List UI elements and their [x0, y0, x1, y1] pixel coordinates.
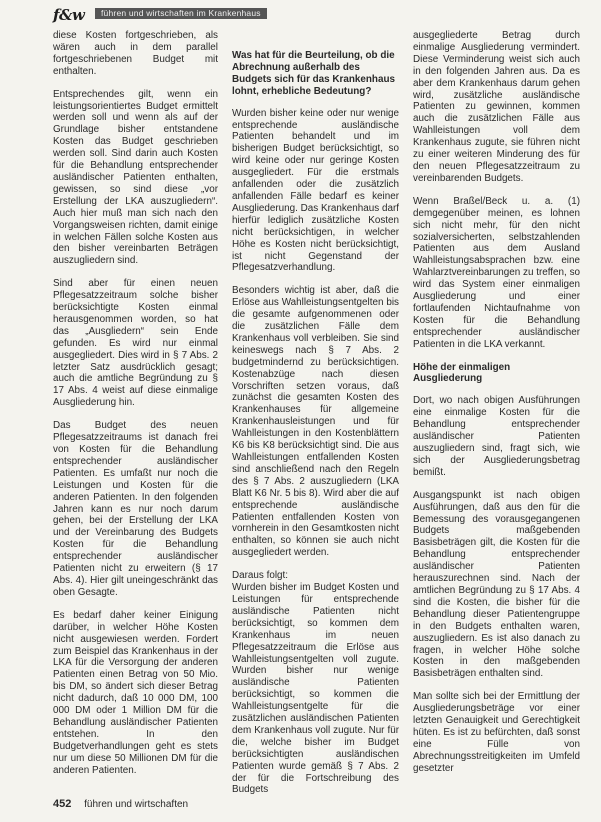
- paragraph: Besonders wichtig ist aber, daß die Erlöse aus Wahlleistungsentgelten bis die gesamte aufgenommenen oder die zusätzlichen Fälle dem Krankenhaus voll verbleiben. Sie sind keineswegs nach § 7 Abs. 2 budgetmindernd zu berücksichtigen. Kostenabzüge nach diesen Vorschriften setzen voraus, daß zunächst die gesamten Kosten des Krankenhauses für allgemeine Krankenhausleistungen und für Wahlleistungen in den Kostenblättern K6 bis K8 berücksichtigt sind. Die aus Wahlleistungen entfallenden Kosten sind anschließend nach den Regeln des § 7 Abs. 2 auszugliedern (LKA Blatt K6 Nr. 5 bis 8). Wird aber die auf entsprechende ausländische Patienten entfallenden Kosten von vornherein in den Gesamtkosten nicht enthalten, so können sie auch nicht ausgegliedert werden.: [232, 285, 399, 559]
- paragraph: Entsprechendes gilt, wenn ein leistungsorientiertes Budget ermittelt werden soll und wenn als auf der Grundlage bisher entstandene Kosten das Budget geschrieben werden soll. Sind darin auch Kosten für die Behandlung entsprechender ausländischer Patienten enthalten, gewissen, so sind diese „vor Erstellung der LKA auszugliedern“. Auch hier muß man sich nach den Vorgangsweisen richten, damit einige in welchen Fällen solche Kosten aus den bisher vereinbarten Beträgen auszugliedern sind.: [53, 88, 218, 267]
- footer-journal-name: führen und wirtschaften: [84, 799, 189, 810]
- text-column-1: [53, 30, 218, 787]
- paragraph: Man sollte sich bei der Ermittlung der Ausgliederungsbeträge vor einer letzten Genauigkeit und Gerechtigkeit hüten. Es ist zu befürchten, daß sonst eine Fülle von Abrechnungsstreitigkeiten im Umfeld gesetzter: [413, 691, 580, 774]
- text-column-2: [232, 50, 399, 807]
- text-column-3: [413, 30, 580, 786]
- paragraph: Dort, wo nach obigen Ausführungen eine einmalige Kosten für die Behandlung entsprechender ausländischer Patienten auszugliedern sind, fragt sich, wie sich der Ausgliederungsbetrag bemißt.: [413, 395, 580, 478]
- section-heading: Was hat für die Beurteilung, ob die Abrechnung außerhalb des Budgets sich für das Krankenhaus lohnt, erhebliche Bedeutung?: [232, 50, 395, 97]
- paragraph: diese Kosten fortgeschrieben, als wären auch in dem parallel fortgeschriebenen Budget mit enthalten.: [53, 30, 218, 77]
- page-footer: [53, 798, 188, 811]
- page-header: [53, 6, 580, 22]
- journal-logo: f&w: [53, 6, 85, 24]
- paragraph: Sind aber für einen neuen Pflegesatzzeitraum solche bisher berücksichtigte Kosten einmal herausgenommen worden, so hat das „Ausgliedern“ sein Ende gefunden. Es wird nur einmal ausgegliedert. Dies wird in § 7 Abs. 2 letzter Satz ausdrücklich gesagt; auch die amtliche Begründung zu § 17 Abs. 4 weist auf diese einmalige Ausgliederung hin.: [53, 278, 218, 409]
- paragraph: Das Budget des neuen Pflegesatzzeitraums ist danach frei von Kosten für die Behandlung entsprechender ausländischer Patienten. Es umfaßt nur noch die Leistungen und Kosten für die anderen Patienten. In den folgenden Jahren kann es nur noch darum gehen, bei der Erstellung der LKA und der Vereinbarung des Budgets Kosten für die Behandlung entsprechender ausländischer Patienten nicht zu erweitern (§ 17 Abs. 4). Hier gilt uneingeschränkt das oben Gesagte.: [53, 420, 218, 598]
- paragraph: Wurden bisher keine oder nur wenige entsprechende ausländische Patienten behandelt und im bisherigen Budget berücksichtigt, so wird keine oder nur geringe Kosten ausgegliedert. Für die erstmals anfallenden oder die zusätzlich anfallenden Fälle bedarf es keiner Ausgliederung. Das Krankenhaus darf hierfür lediglich zusätzliche Kosten nicht berücksichtigen, in welcher Höhe es Kosten nicht berücksichtigt, ist nicht Gegenstand der Pflegesatzverhandlung.: [232, 107, 399, 274]
- paragraph: Wenn Braßel/Beck u. a. (1) demgegenüber meinen, es lohnen sich nicht mehr, für den nicht sozialversicherten, selbstzahlenden Patienten aus dem Ausland Wahlleistungsabsprachen bzw. eine Wahlarztvereinbarungen zu treffen, so wird das System einer einmaligen Ausgliederung und einer fortlaufenden Nichtaufnahme von Kosten für die Behandlung entsprechender ausländischer Patienten in die LKA verkannt.: [413, 195, 580, 350]
- journal-title: führen und wirtschaften im Krankenhaus: [95, 8, 267, 19]
- section-heading: Höhe der einmaligen Ausgliederung: [413, 361, 511, 385]
- paragraph: Es bedarf daher keiner Einigung darüber, in welcher Höhe Kosten nicht ausgewiesen werden. Fordert zum Beispiel das Krankenhaus in der LKA für die Versorgung der anderen Patienten einen Betrag von 50 Mio. bis DM, so ändert sich dieser Betrag nicht dadurch, daß 10 000 DM, 100 000 DM oder 1 Million DM für die Behandlung ausländischer Patienten entstehen. In den Budgetverhandlungen geht es stets nur um diese 50 Millionen DM für die anderen Patienten.: [53, 609, 218, 776]
- paragraph: Ausgangspunkt ist nach obigen Ausführungen, daß aus den für die Bemessung des vorausgegangenen Budgets maßgebenden Basisbeträgen gilt, die Kosten für die Behandlung entsprechender ausländischer Patienten herauszurechnen sind. Nach der amtlichen Begründung zu § 17 Abs. 4 sind die Kosten, die bisher für die Behandlung dieser Patientengruppe in den Budgets enthalten waren, auszugliedern. Es ist also danach zu fragen, in welcher Höhe solche Kosten in den maßgebenden Basisbeträgen enthalten sind.: [413, 489, 580, 680]
- paragraph: Daraus folgt: Wurden bisher im Budget Kosten und Leistungen für entsprechende ausländische Patienten nicht berücksichtigt, so kommen dem Krankenhaus im neuen Pflegesatzzeitraum die Erlöse aus Wahlleistungsentgelten voll zugute. Wurden bisher nur wenige ausländische Patienten berücksichtigt, so kommen die Wahlleistungsentgelte für die zusätzlichen ausländischen Patienten dem Krankenhaus voll zugute. Nur für die, welche bisher im Budget berücksichtigten ausländischen Patienten wurde gemäß § 7 Abs. 2 der für die Fortschreibung des Budgets: [232, 570, 399, 796]
- page-number: 452: [53, 798, 72, 810]
- paragraph: ausgegliederte Betrag durch einmalige Ausgliederung vermindert. Diese Verminderung weist sich auch in den folgenden Jahren aus. Da es aber dem Krankenhaus darum gehen wird, zusätzliche ausländische Patienten zu gewinnen, kommen auch die zusätzlichen Fälle aus Wahlleistungen voll dem Krankenhaus zugute, sie führen nicht zu einer weiteren Minderung des für den neuen Pflegesatzzeitraum zu vereinbarenden Budgets.: [413, 30, 580, 184]
